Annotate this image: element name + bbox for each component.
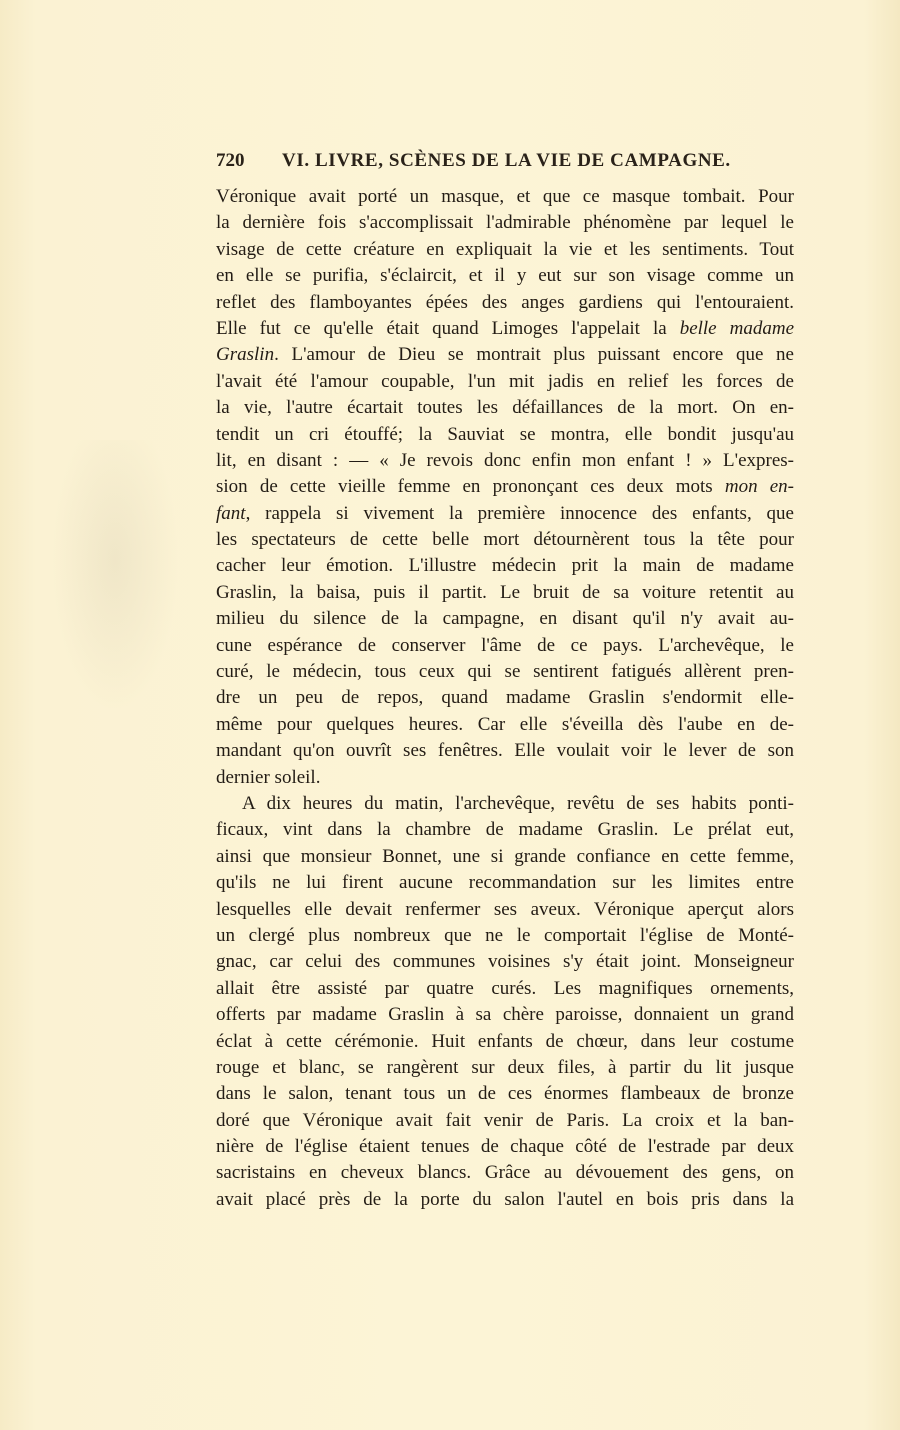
text-line: dre un peu de repos, quand madame Graslin s'endormit elle- — [216, 687, 794, 709]
italic-phrase: mon en- — [724, 476, 795, 498]
text-line: rouge et blanc, se rangèrent sur deux files, à partir du lit jusque — [216, 1056, 794, 1078]
text-line: l'avait été l'amour coupable, l'un mit jadis en relief les forces de — [216, 370, 794, 392]
text-line: ficaux, vint dans la chambre de madame Graslin. Le prélat eut, — [216, 819, 794, 841]
text-line: un clergé plus nombreux que ne le comportait l'église de Monté- — [216, 924, 794, 946]
text-line: reflet des flamboyantes épées des anges gardiens qui l'entouraient. — [216, 291, 794, 313]
text-line: lit, en disant : — « Je revois donc enfin mon enfant ! » L'expres- — [216, 449, 794, 471]
page-number: 720 — [216, 150, 245, 171]
text-line: dans le salon, tenant tous un de ces énormes flambeaux de bronze — [216, 1083, 794, 1105]
text-line: cune espérance de conserver l'âme de ce pays. L'archevêque, le — [216, 634, 794, 656]
text-line: curé, le médecin, tous ceux qui se sentirent fatigués allèrent pren- — [216, 661, 794, 683]
text-line: Graslin. L'amour de Dieu se montrait plus puissant encore que ne — [216, 344, 794, 366]
text-line: allait être assisté par quatre curés. Les magnifiques ornements, — [216, 977, 794, 999]
paragraph-start-line: A dix heures du matin, l'archevêque, revêtu de ses habits ponti- — [242, 792, 794, 814]
text-line: lesquelles elle devait renfermer ses aveux. Véronique aperçut alors — [216, 898, 794, 920]
text-line: Graslin, la baisa, puis il partit. Le bruit de sa voiture retentit au — [216, 581, 794, 603]
text-line: qu'ils ne lui firent aucune recommandation sur les limites entre — [216, 872, 794, 894]
text-line: la dernière fois s'accomplissait l'admirable phénomène par lequel le — [216, 212, 794, 234]
text-line: même pour quelques heures. Car elle s'éveilla dès l'aube en de- — [216, 713, 794, 735]
text-line: mandant qu'on ouvrît ses fenêtres. Elle voulait voir le lever de son — [216, 740, 794, 762]
text-line: la vie, l'autre écartait toutes les défaillances de la mort. On en- — [216, 397, 794, 419]
text-line: sacristains en cheveux blancs. Grâce au dévouement des gens, on — [216, 1162, 794, 1184]
text-line: éclat à cette cérémonie. Huit enfants de chœur, dans leur costume — [216, 1030, 794, 1052]
text-line: en elle se purifia, s'éclaircit, et il y eut sur son visage comme un — [216, 265, 794, 287]
text-line: doré que Véronique avait fait venir de Paris. La croix et la ban- — [216, 1109, 794, 1131]
italic-phrase: fant — [216, 502, 246, 524]
italic-phrase: belle madame — [679, 317, 794, 339]
text-line: tendit un cri étouffé; la Sauviat se montra, elle bondit jusqu'au — [216, 423, 794, 445]
text-line: gnac, car celui des communes voisines s'y était joint. Monseigneur — [216, 951, 794, 973]
italic-phrase: Graslin — [216, 344, 275, 366]
text-line: cacher leur émotion. L'illustre médecin prit la main de madame — [216, 555, 794, 577]
text-line: visage de cette créature en expliquait la vie et les sentiments. Tout — [216, 238, 794, 260]
text-line: fant, rappela si vivement la première innocence des enfants, que — [216, 502, 794, 524]
paragraph-end-line: dernier soleil. — [216, 766, 321, 788]
text-line: les spectateurs de cette belle mort détournèrent tous la tête pour — [216, 529, 794, 551]
text-line: sion de cette vieille femme en prononçant ces deux mots mon en- — [216, 476, 795, 498]
text-line: Véronique avait porté un masque, et que ce masque tombait. Pour — [216, 186, 794, 207]
running-title: VI. LIVRE, SCÈNES DE LA VIE DE CAMPAGNE. — [282, 150, 731, 171]
text-line: Elle fut ce qu'elle était quand Limoges l'appelait la belle madame — [216, 317, 794, 339]
text-line: offerts par madame Graslin à sa chère paroisse, donnaient un grand — [216, 1004, 794, 1026]
body-text — [216, 184, 794, 1213]
text-line: avait placé près de la porte du salon l'autel en bois pris dans la — [216, 1188, 794, 1210]
text-line: ainsi que monsieur Bonnet, une si grande confiance en cette femme, — [216, 845, 794, 867]
show-through-stain — [40, 440, 190, 740]
text-line: milieu du silence de la campagne, en disant qu'il n'y avait au- — [216, 608, 794, 630]
text-line: nière de l'église étaient tenues de chaque côté de l'estrade par deux — [216, 1136, 794, 1158]
running-header — [216, 150, 794, 172]
